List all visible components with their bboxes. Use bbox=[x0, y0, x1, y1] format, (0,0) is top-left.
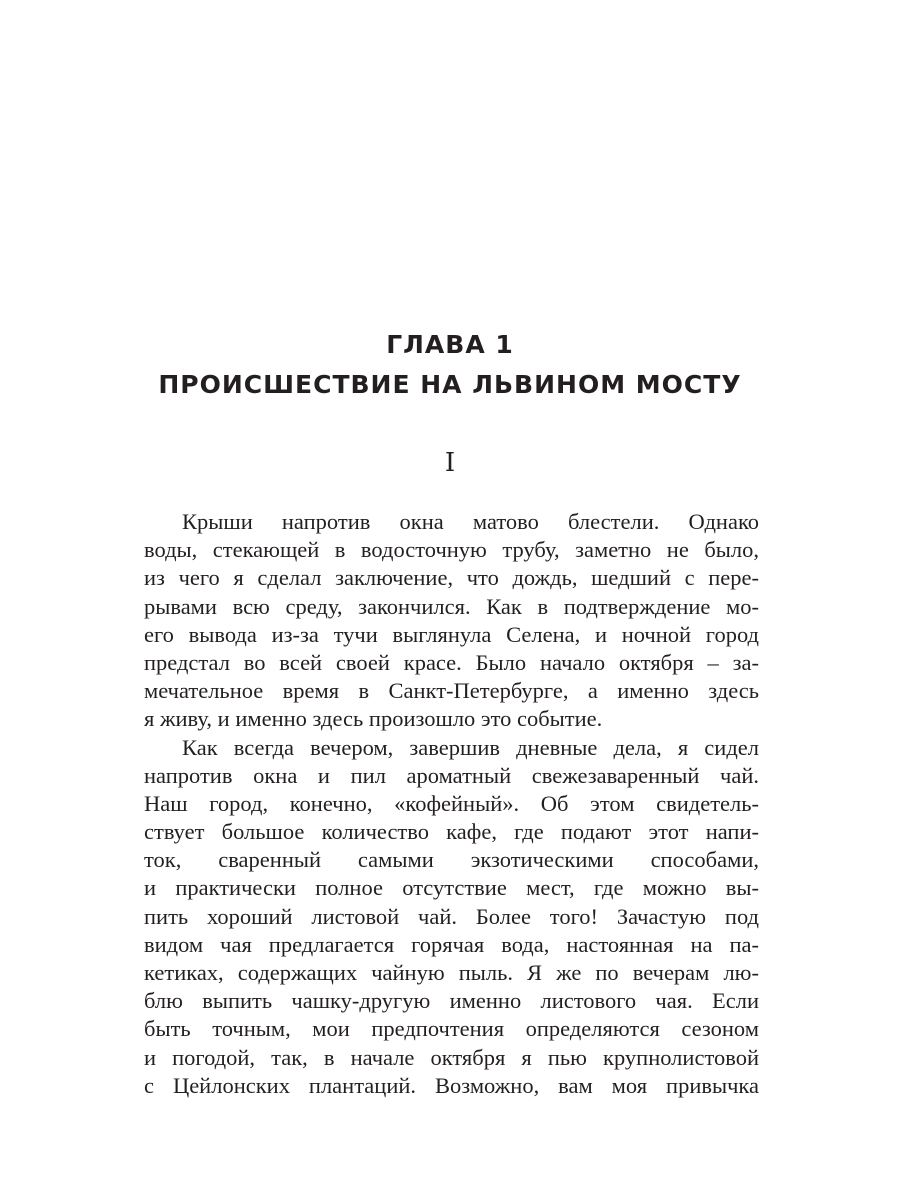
text-line: ствует большое количество кафе, где подают этот напи- bbox=[144, 819, 759, 845]
text-line: блю выпить чашку-другую именно листового чая. Если bbox=[144, 988, 759, 1014]
text-line: мечательное время в Санкт-Петербурге, а именно здесь bbox=[144, 678, 759, 704]
text-line: и погодой, так, в начале октября я пью крупнолистовой bbox=[144, 1044, 759, 1070]
chapter-title: ПРОИСШЕСТВИЕ НА ЛЬВИНОМ МОСТУ bbox=[158, 370, 742, 399]
text-line: Крыши напротив окна матово блестели. Однако bbox=[182, 509, 759, 534]
text-line: напротив окна и пил ароматный свежезаваренный чай. bbox=[144, 762, 759, 788]
text-line: с Цейлонских плантаций. Возможно, вам моя привычка bbox=[144, 1072, 759, 1098]
text-line: я живу, и именно здесь произошло это событие. bbox=[144, 706, 603, 732]
text-line: воды, стекающей в водосточную трубу, заметно не было, bbox=[144, 537, 759, 563]
text-line: быть точным, мои предпочтения определяются сезоном bbox=[144, 1016, 759, 1042]
paragraph bbox=[144, 508, 759, 734]
text-line: из чего я сделал заключение, что дождь, шедший с пере- bbox=[144, 565, 759, 591]
body-text bbox=[144, 508, 759, 1100]
text-line: видом чая предлагается горячая вода, настоянная на па- bbox=[144, 931, 759, 957]
chapter-number: ГЛАВА 1 bbox=[386, 330, 514, 359]
text-line: кетиках, содержащих чайную пыль. Я же по вечерам лю- bbox=[144, 960, 759, 985]
text-line: рывами всю среду, закончился. Как в подтверждение мо- bbox=[144, 593, 759, 619]
text-line: Наш город, конечно, «кофейный». Об этом свидетель- bbox=[144, 790, 759, 816]
text-line: Как всегда вечером, завершив дневные дела, я сидел bbox=[182, 734, 759, 760]
text-line: ток, сваренный самыми экзотическими способами, bbox=[144, 847, 759, 873]
text-line: предстал во всей своей красе. Было начало октября – за- bbox=[144, 649, 759, 675]
section-numeral: I bbox=[444, 448, 456, 478]
paragraph bbox=[144, 734, 759, 1100]
text-line: его вывода из-за тучи выглянула Селена, и ночной город bbox=[144, 621, 759, 647]
text-line: пить хороший листовой чай. Более того! Зачастую под bbox=[144, 903, 759, 929]
text-line: и практически полное отсутствие мест, где можно вы- bbox=[144, 875, 759, 901]
